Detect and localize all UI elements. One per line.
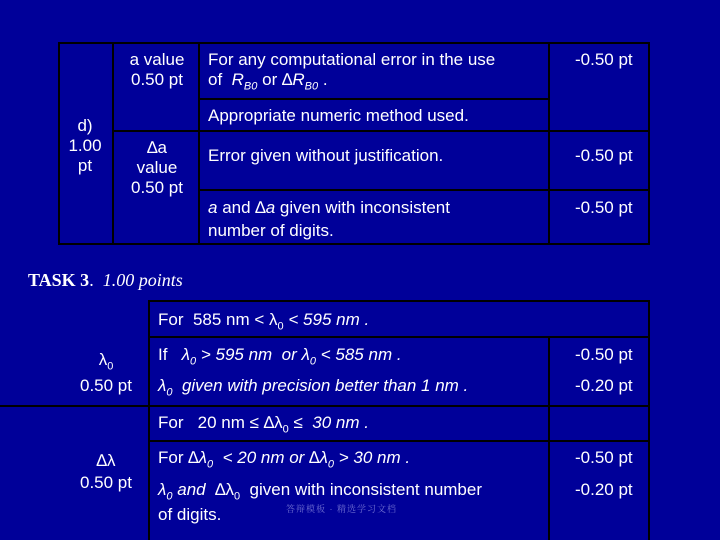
criterion-a-value: a value 0.50 pt	[129, 50, 185, 89]
cond-lambda-precision: $\lambda_0$ given with precision better than 1 nm .	[158, 376, 469, 399]
desc-error-without-justification: Error given without justification.	[208, 146, 444, 165]
penalty-lambda-out-of-range: -0.50 pt	[575, 345, 633, 364]
desc-numeric-method: Appropriate numeric method used.	[208, 106, 469, 125]
cond-dlambda-in-range: For 20 nm ≤ $\Delta\lambda_0 \le 30$ nm .	[158, 413, 369, 436]
penalty-dlambda-out-of-range: -0.50 pt	[575, 448, 633, 467]
criterion-delta-lambda: ∆λ 0.50 pt	[80, 451, 132, 492]
penalty-inconsistent-digits: -0.50 pt	[575, 198, 633, 217]
cond-dlambda-digits-line2: of digits.	[158, 505, 222, 524]
watermark: 答辩模板 · 精选学习文档	[286, 504, 397, 514]
penalty-computational-error: -0.50 pt	[575, 50, 633, 69]
part-label: d) 1.00 pt	[68, 116, 102, 175]
cond-lambda-in-range: For 585 nm < $\lambda_0 < 595$ nm .	[158, 310, 370, 333]
cond-dlambda-out-of-range: For $\Delta\lambda_0 < 20$ nm or $\Delta\lambda_0 > 30$ nm .	[158, 448, 411, 471]
penalty-lambda-precision: -0.20 pt	[575, 376, 633, 395]
penalty-error-without-justification: -0.50 pt	[575, 146, 633, 165]
desc-inconsistent-digits-line2: number of digits.	[208, 221, 334, 240]
criterion-delta-a: ∆a value 0.50 pt	[131, 138, 183, 197]
cond-lambda-out-of-range: If $\lambda_0 > 595$ nm or $\lambda_0 < 585$ nm .	[158, 345, 402, 368]
desc-computational-error-line1: For any computational error in the use	[208, 50, 496, 69]
penalty-dlambda-digits: -0.20 pt	[575, 480, 633, 499]
cond-dlambda-digits-line1: $\lambda_0$ and $\Delta\lambda_0$ given with inconsistent number	[158, 480, 483, 503]
task-heading: TASK 3. 1.00 points	[28, 270, 183, 290]
desc-inconsistent-digits-line1: a and ∆a given with inconsistent	[208, 198, 450, 217]
criterion-lambda0: $\lambda_0$ 0.50 pt	[80, 350, 132, 396]
desc-computational-error-line2: of $R_{B0}$ or $\Delta R_{B0}$ .	[208, 70, 328, 93]
